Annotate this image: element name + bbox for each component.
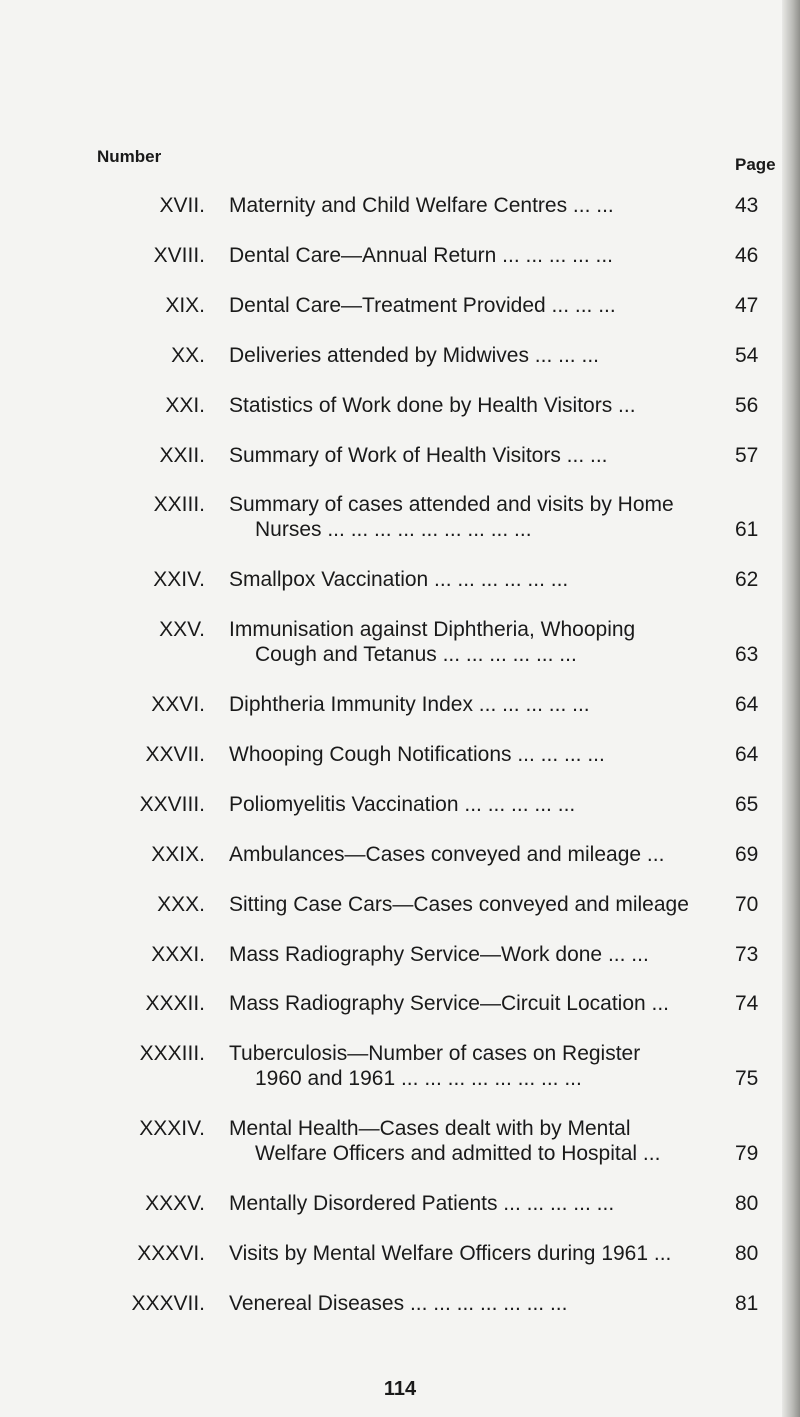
page-number: 57 <box>735 444 759 467</box>
page-number: 65 <box>735 793 759 816</box>
table-number: XVII. <box>159 194 205 217</box>
table-number: XIX. <box>165 294 205 317</box>
table-number: XXVIII. <box>139 793 205 816</box>
page-number: 46 <box>735 244 759 267</box>
table-title: Mental Health—Cases dealt with by Mental Welfare Officers and admitted to Hospital ... <box>229 1117 661 1165</box>
page-edge-shadow <box>782 0 800 1417</box>
page-number: 75 <box>735 1067 759 1090</box>
table-number: XXI. <box>165 394 205 417</box>
page-number: 74 <box>735 992 759 1015</box>
page-number: 81 <box>735 1292 759 1315</box>
table-title: Statistics of Work done by Health Visitors ... <box>229 394 636 417</box>
page-column-header: Page <box>735 155 776 174</box>
table-number: XXVII. <box>145 743 205 766</box>
table-number: XXXII. <box>145 992 205 1015</box>
table-title: Tuberculosis—Number of cases on Register 1960 and 1961 ... ... ... ... ... ... ... ... <box>229 1042 641 1090</box>
table-number: XXXVII. <box>131 1292 205 1315</box>
table-number: XXII. <box>159 444 205 467</box>
table-title: Immunisation against Diphtheria, Whooping Cough and Tetanus ... ... ... ... ... ... <box>229 618 636 666</box>
table-number: XVIII. <box>153 244 205 267</box>
table-title: Mass Radiography Service—Circuit Location ... <box>229 992 670 1015</box>
table-title: Venereal Diseases ... ... ... ... ... ... ... <box>229 1292 568 1315</box>
page-number: 64 <box>735 693 759 716</box>
table-title: Maternity and Child Welfare Centres ... ... <box>229 194 614 217</box>
table-number: XXIII. <box>153 493 205 516</box>
table-title: Whooping Cough Notifications ... ... ... ... <box>229 743 605 766</box>
page-number: 47 <box>735 294 759 317</box>
page-number: 54 <box>735 344 759 367</box>
table-title: Sitting Case Cars—Cases conveyed and mileage <box>229 893 689 916</box>
table-title: Ambulances—Cases conveyed and mileage ... <box>229 843 665 866</box>
table-title: Deliveries attended by Midwives ... ... ... <box>229 344 599 367</box>
page-number: 61 <box>735 518 759 541</box>
page-number: 70 <box>735 893 759 916</box>
page-number: 69 <box>735 843 759 866</box>
table-number: XXXIII. <box>139 1042 205 1065</box>
folio-number: 114 <box>383 1378 417 1400</box>
table-title: Diphtheria Immunity Index ... ... ... ... ... <box>229 693 590 716</box>
table-title: Summary of cases attended and visits by Home Nurses ... ... ... ... ... ... ... ... ... <box>229 493 674 541</box>
page-number: 63 <box>735 643 759 666</box>
table-number: XXV. <box>159 618 205 641</box>
table-title: Mentally Disordered Patients ... ... ... ... ... <box>229 1192 615 1215</box>
table-number: XXVI. <box>151 693 205 716</box>
page-number: 80 <box>735 1242 759 1265</box>
page-number: 56 <box>735 394 759 417</box>
table-title: Dental Care—Annual Return ... ... ... ... ... <box>229 244 613 267</box>
table-title: Dental Care—Treatment Provided ... ... ... <box>229 294 616 317</box>
table-number: XXXVI. <box>137 1242 205 1265</box>
table-title: Summary of Work of Health Visitors ... ... <box>229 444 608 467</box>
table-title: Mass Radiography Service—Work done ... ... <box>229 943 649 966</box>
table-title: Smallpox Vaccination ... ... ... ... ... ... <box>229 568 569 591</box>
table-number: XXX. <box>157 893 205 916</box>
page-number: 73 <box>735 943 759 966</box>
page-number: 79 <box>735 1142 759 1165</box>
table-title: Visits by Mental Welfare Officers during 1961 ... <box>229 1242 672 1265</box>
table-number: XXIV. <box>153 568 205 591</box>
table-number: XXIX. <box>151 843 205 866</box>
page-footer <box>0 1378 800 1401</box>
table-title: Poliomyelitis Vaccination ... ... ... ... ... <box>229 793 576 816</box>
table-number: XXXIV. <box>139 1117 205 1140</box>
page-number: 43 <box>735 194 759 217</box>
number-column-header: Number <box>97 147 162 166</box>
page-number: 62 <box>735 568 759 591</box>
page-number: 64 <box>735 743 759 766</box>
table-number: XXXI. <box>151 943 205 966</box>
table-number: XXXV. <box>145 1192 205 1215</box>
page-number: 80 <box>735 1192 759 1215</box>
table-number: XX. <box>171 344 205 367</box>
